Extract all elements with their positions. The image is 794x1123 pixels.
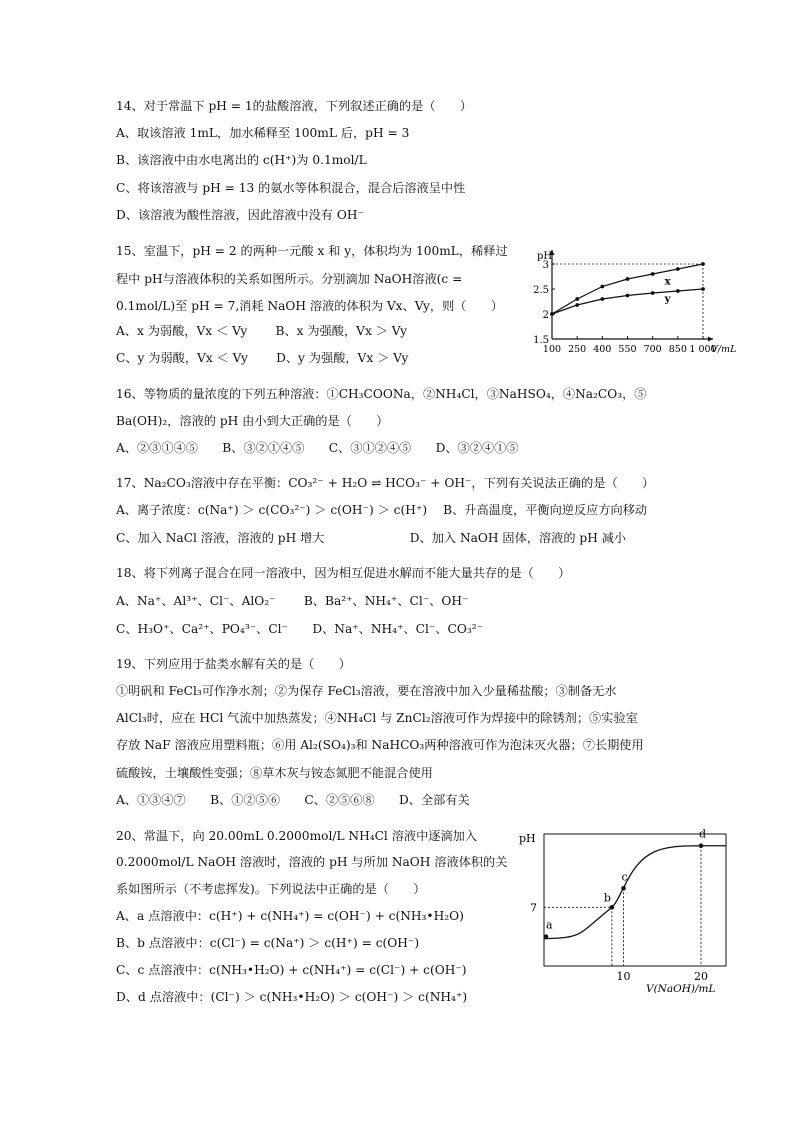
q14-stem: 14、对于常温下 pH = 1的盐酸溶液，下列叙述正确的是（ ） [116,99,473,113]
series-point-x [626,277,630,281]
q15-options-ab: A、x 为弱酸，Vx ＜ Vy B、x 为强酸，Vx ＞ Vy [116,324,407,338]
series-point-y [626,294,630,298]
q15-stem-line1: 15、室温下，pH = 2 的两种一元酸 x 和 y，体积均为 100mL，稀释过 [116,244,508,258]
series-point-y [651,291,655,295]
q14-option-c: C、将该溶液与 pH = 13 的氨水等体积混合，混合后溶液呈中性 [116,181,466,195]
series-point-y [701,287,705,291]
q19-stem: 19、下列应用于盐类水解有关的是（ ） [116,657,351,671]
q14-option-a: A、取该溶液 1mL，加水稀释至 100mL 后，pH = 3 [116,126,410,140]
x-axis-arrow [708,337,713,342]
point-label-d: d [699,827,707,841]
series-point-y [575,303,579,307]
q20-option-a: A、a 点溶液中：c(H⁺) + c(NH₄⁺) = c(OH⁻) + c(NH₃•H₂O) [116,909,464,923]
q20-option-b: B、b 点溶液中：c(Cl⁻) = c(Na⁺) ＞ c(H⁺) = c(OH⁻) [116,936,420,950]
q19-line4: 硫酸铵，土壤酸性变强；⑧草木灰与铵态氮肥不能混合使用 [116,766,433,780]
q17-options-cd: C、加入 NaCl 溶液，溶液的 pH 增大 D、加入 NaOH 固体，溶液的 pH 减小 [116,531,627,545]
series-point-y [600,297,604,301]
q20-option-d: D、d 点溶液中：(Cl⁻) ＞ c(NH₃•H₂O) ＞ c(OH⁻) ＞ c(NH₄⁺) [116,990,468,1004]
q17-options-ab: A、离子浓度：c(Na⁺) ＞ c(CO₃²⁻) ＞ c(OH⁻) ＞ c(H⁺) B、升高温度，平衡向逆反应方向移动 [116,503,648,517]
point-c [621,886,626,891]
q19-line1: ①明矾和 FeCl₃可作净水剂；②为保存 FeCl₃溶液，要在溶液中加入少量稀盐酸；③制备无水 [116,684,617,698]
q17-stem: 17、Na₂CO₃溶液中存在平衡：CO₃²⁻ + H₂O ⇌ HCO₃⁻ + OH⁻，下列有关说法正确的是（ ） [116,476,655,490]
series-line-y [552,289,703,314]
series-point-x [676,267,680,271]
x-axis-label: V/mL [711,344,737,355]
q18-options-ab: A、Na⁺、Al³⁺、Cl⁻、AlO₂⁻ B、Ba²⁺、NH₄⁺、Cl⁻、OH⁻ [116,594,469,608]
q14-option-b: B、该溶液中由水电离出的 c(H⁺)为 0.1mol/L [116,153,367,167]
q16-stem-line2: Ba(OH)₂，溶液的 pH 由小到大正确的是（ ） [116,414,389,428]
q18-options-cd: C、H₃O⁺、Ca²⁺、PO₄³⁻、Cl⁻ D、Na⁺、NH₄⁺、Cl⁻、CO₃²⁻ [116,622,484,636]
q14-option-d: D、该溶液为酸性溶液，因此溶液中没有 OH⁻ [116,208,364,222]
q15-ph-dilution-chart [533,248,737,360]
point-b [610,905,615,910]
x-tick-label: 550 [618,344,637,355]
x-tick-label: 100 [542,344,562,355]
y-tick-label: 7 [530,901,537,915]
q16-options: A、②③①④⑤ B、③②①④⑤ C、③①②④⑤ D、③②④①⑤ [116,441,519,455]
y-tick-label: 1.5 [533,335,549,346]
y-axis-label: pH [519,832,536,845]
y-axis-label: pH [537,251,553,262]
series-point-x [651,272,655,276]
q20-stem-line3: 系如图所示（不考虑挥发)。下列说法中正确的是（ ） [116,882,426,896]
q20-titration-chart [518,826,730,998]
q15-stem-line3: 0.1mol/L)至 pH = 7,消耗 NaOH 溶液的体积为 Vx、Vy，则（ ） [116,299,504,313]
plot-frame [544,834,726,966]
q16-stem-line1: 16、等物质的量浓度的下列五种溶液：①CH₃COONa，②NH₄Cl，③NaHSO₄，④Na₂CO₃，⑤ [116,387,647,401]
y-tick-label: 2.5 [533,285,549,296]
series-point-x [575,297,579,301]
x-tick-label: 10 [616,970,631,983]
series-point-y [550,312,554,316]
x-tick-label: 700 [643,344,662,355]
q20-stem-line2: 0.2000mol/L NaOH 溶液时，溶液的 pH 与所加 NaOH 溶液体积的关 [116,855,508,869]
q19-line2: AlCl₃时，应在 HCl 气流中加热蒸发；④NH₄Cl 与 ZnCl₂溶液可作为焊接中的除锈剂；⑤实验室 [116,711,638,725]
q20-stem-line1: 20、常温下，向 20.00mL 0.2000mol/L NH₄Cl 溶液中逐滴加入 [116,829,478,843]
y-tick-label: 3 [542,260,549,271]
q19-options: A、①③④⑦ B、①②⑤⑥ C、②⑤⑥⑧ D、全部有关 [116,793,470,807]
x-tick-label: 400 [593,344,612,355]
series-point-x [600,285,604,289]
y-tick-label: 2 [542,310,549,321]
point-label-c: c [621,870,628,884]
q15-options-cd: C、y 为弱酸，Vx ＜ Vy D、y 为强酸，Vx ＞ Vy [116,351,409,365]
series-label-x: x [664,276,671,288]
x-tick-label: 1 000 [689,344,717,355]
series-point-y [676,289,680,293]
q20-option-c: C、c 点溶液中：c(NH₃•H₂O) + c(NH₄⁺) = c(Cl⁻) + c(OH⁻) [116,963,467,977]
x-tick-label: 20 [694,970,708,983]
series-label-y: y [664,294,671,305]
point-label-b: b [603,891,611,905]
point-label-a: a [546,918,553,932]
x-tick-label: 850 [668,344,687,355]
x-axis-label: V(NaOH)/mL [646,983,716,995]
x-tick-label: 250 [568,344,587,355]
series-point-x [701,262,705,266]
point-a [544,934,549,939]
titration-curve [544,846,726,939]
point-d [699,843,704,848]
q15-stem-line2: 程中 pH与溶液体积的关系如图所示。分别滴加 NaOH溶液(c = [116,272,463,286]
q19-line3: 存放 NaF 溶液应用塑料瓶；⑥用 Al₂(SO₄)₃和 NaHCO₃两种溶液可作为泡沫灭火器；⑦长期使用 [116,738,644,752]
q18-stem: 18、将下列离子混合在同一溶液中，因为相互促进水解而不能大量共存的是（ ） [116,566,571,580]
